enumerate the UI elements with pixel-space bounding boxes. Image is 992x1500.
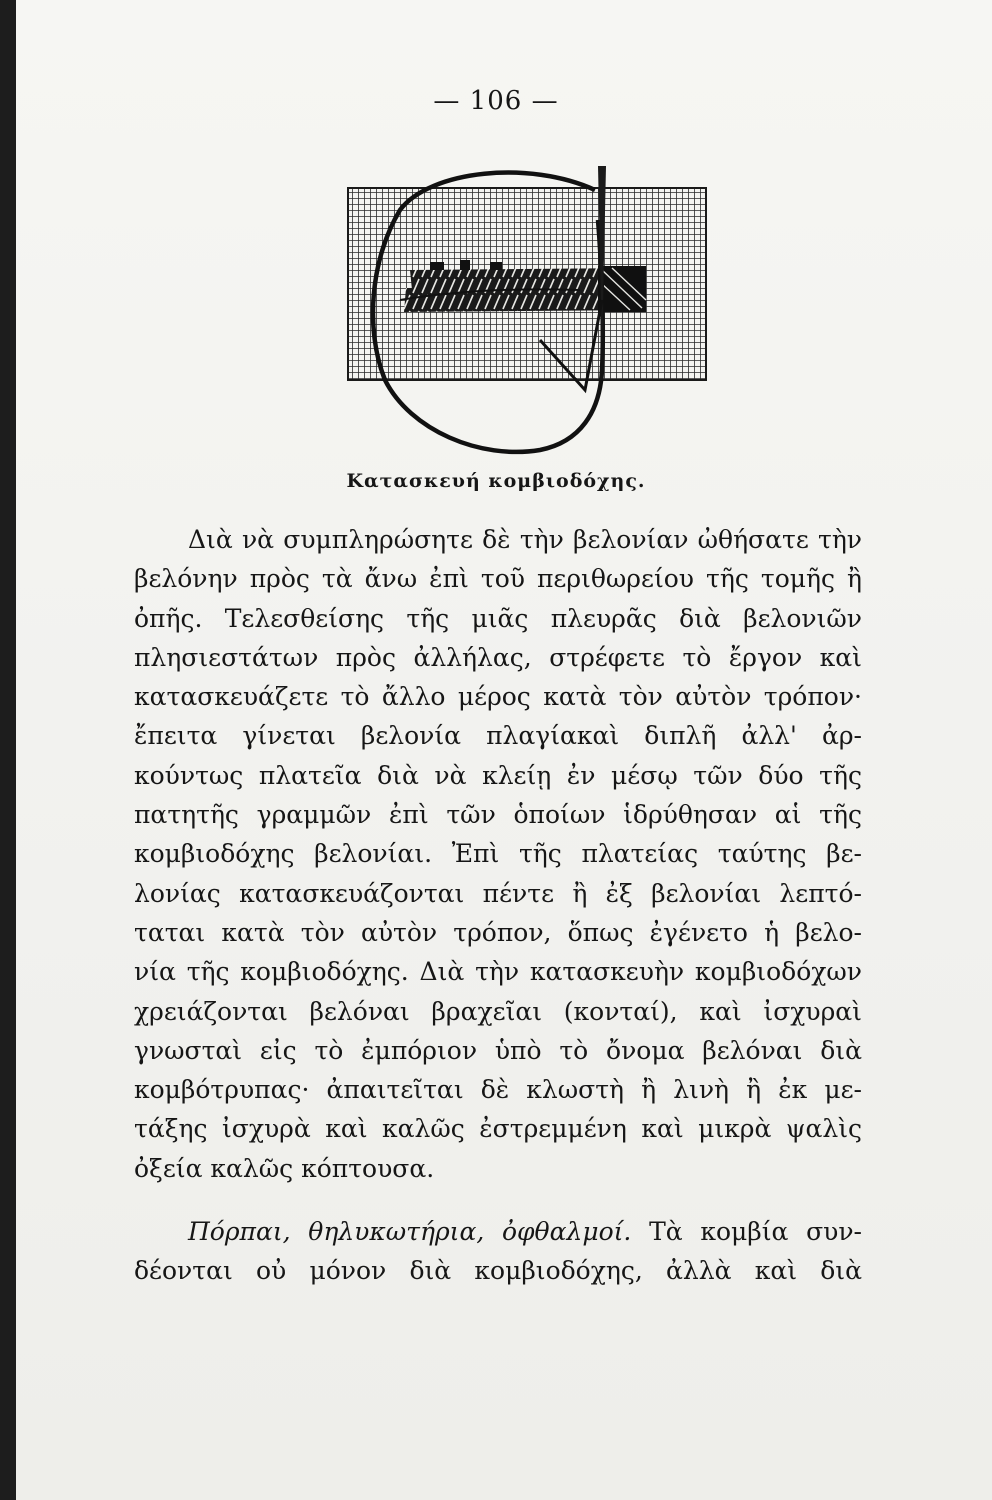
text-line: πλησιεστάτων πρὸς ἀλλήλας, στρέφετε τὸ ἔργον καὶ [134, 642, 862, 672]
text-line: ὀξεία καλῶς κόπτουσα. [134, 1153, 435, 1183]
figure-caption: Κατασκευή κομβιοδόχης. [346, 470, 646, 492]
paragraph-1 [134, 520, 862, 1188]
italic-heading: Πόρπαι, θηλυκωτήρια, ὀφθαλμοί. [188, 1217, 632, 1247]
text-line: κομβιοδόχης βελονίαι. Ἐπὶ τῆς πλατείας ταύτης βε- [134, 839, 862, 869]
text-line: Διὰ νὰ συμπληρώσητε δὲ τὴν βελονίαν ὠθήσατε τὴν [188, 525, 862, 554]
scan-edge-shadow [0, 0, 16, 1500]
text-line: γνωσταὶ εἰς τὸ ἐμπόριον ὑπὸ τὸ ὄνομα βελόναι διὰ [134, 1035, 862, 1065]
text-line [134, 1212, 862, 1251]
text-fragment: Τὰ κομβία συν- [649, 1217, 862, 1247]
text-line: βελόνην πρὸς τὰ ἄνω ἐπὶ τοῦ περιθωρείου τῆς τομῆς ἢ [134, 564, 862, 594]
text-line: πατητῆς γραμμῶν ἐπὶ τῶν ὁποίων ἱδρύθησαν αἱ τῆς [134, 800, 862, 830]
text-line: κούντως πλατεῖα διὰ νὰ κλείῃ ἐν μέσῳ τῶν δύο τῆς [134, 760, 862, 790]
text-line: ὀπῆς. Τελεσθείσης τῆς μιᾶς πλευρᾶς διὰ βελονιῶν [134, 603, 862, 633]
text-line: τάξης ἰσχυρὰ καὶ καλῶς ἐστρεμμένη καὶ μικρὰ ψαλὶς [134, 1114, 862, 1144]
text-line: κατασκευάζετε τὸ ἄλλο μέρος κατὰ τὸν αὐτὸν τρόπον· [134, 682, 862, 712]
body-text [134, 520, 862, 1291]
text-line: ἔπειτα γίνεται βελονία πλαγίακαὶ διπλῆ ἀλλ' ἀρ- [134, 721, 862, 751]
text-line: λονίας κατασκευάζονται πέντε ἢ ἐξ βελονίαι λεπτό- [134, 878, 862, 908]
buttonhole-illustration [340, 150, 720, 470]
text-line: χρειάζονται βελόναι βραχεῖαι (κονταί), καὶ ἰσχυραὶ [134, 996, 862, 1026]
paragraph-2 [134, 1212, 862, 1291]
page-number: — 106 — [433, 86, 559, 116]
text-line: ταται κατὰ τὸν αὐτὸν τρόπον, ὅπως ἐγένετο ἡ βελο- [134, 917, 862, 947]
text-line: νία τῆς κομβιοδόχης. Διὰ τὴν κατασκευὴν κομβιοδόχων [134, 957, 862, 987]
text-line: δέονται οὐ μόνον διὰ κομβιοδόχης, ἀλλὰ καὶ διὰ [134, 1256, 862, 1286]
text-line: κομβότρυπας· ἀπαιτεῖται δὲ κλωστὴ ἢ λινὴ ἢ ἐκ με- [134, 1075, 862, 1105]
